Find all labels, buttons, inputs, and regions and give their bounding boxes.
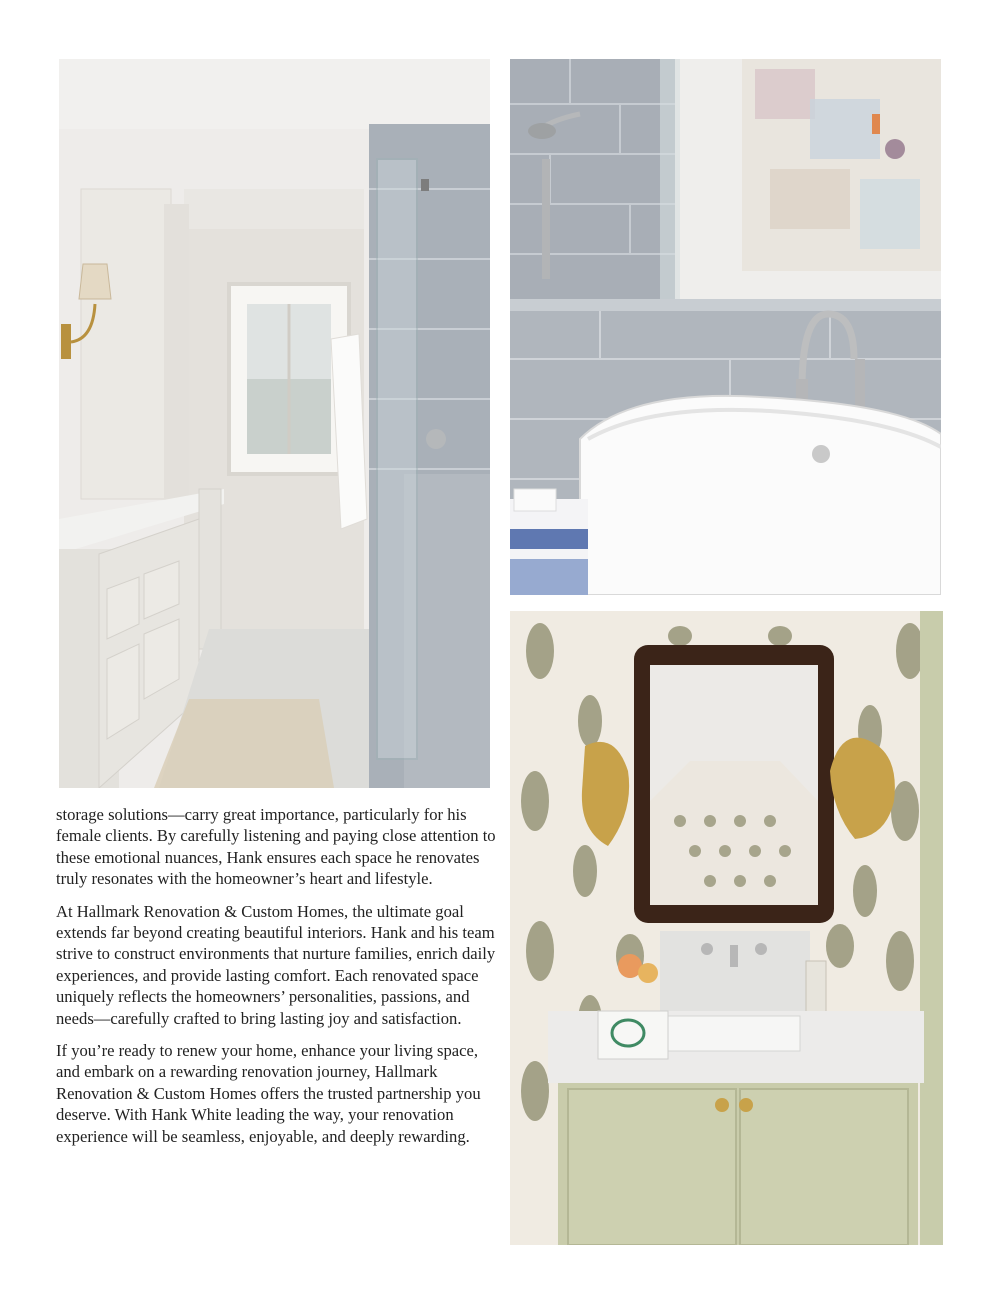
bathtub-illustration	[510, 59, 941, 595]
bathroom-vanity-illustration	[59, 59, 490, 788]
article-paragraph: storage solutions—carry great importance, particularly for his female clients. By carefully listening and paying close attention to these emotional nuances, Hank ensures each space he renovates truly resonates with the homeowner’s heart and lifestyle.	[56, 805, 496, 889]
powder-room-photo	[510, 611, 943, 1245]
article-body	[56, 804, 496, 1158]
powder-room-illustration	[510, 611, 943, 1245]
article-paragraph: At Hallmark Renovation & Custom Homes, the ultimate goal extends far beyond creating beautiful interiors. Hank and his team strive to construct environments that nurture families, enrich daily experiences, and provide lasting comfort. Each renovated space uniquely reflects the homeowners’ personalities, passions, and needs—carefully crafted to bring lasting joy and satisfaction.	[56, 901, 496, 1028]
bathtub-photo	[510, 59, 941, 595]
article-paragraph: If you’re ready to renew your home, enhance your living space, and embark on a rewarding renovation journey, Hallmark Renovation & Custom Homes offers the trusted partnership you deserve. With Hank White leading the way, your renovation experience will be seamless, enjoyable, and deeply rewarding.	[56, 1041, 481, 1146]
bathroom-vanity-photo	[59, 59, 490, 788]
